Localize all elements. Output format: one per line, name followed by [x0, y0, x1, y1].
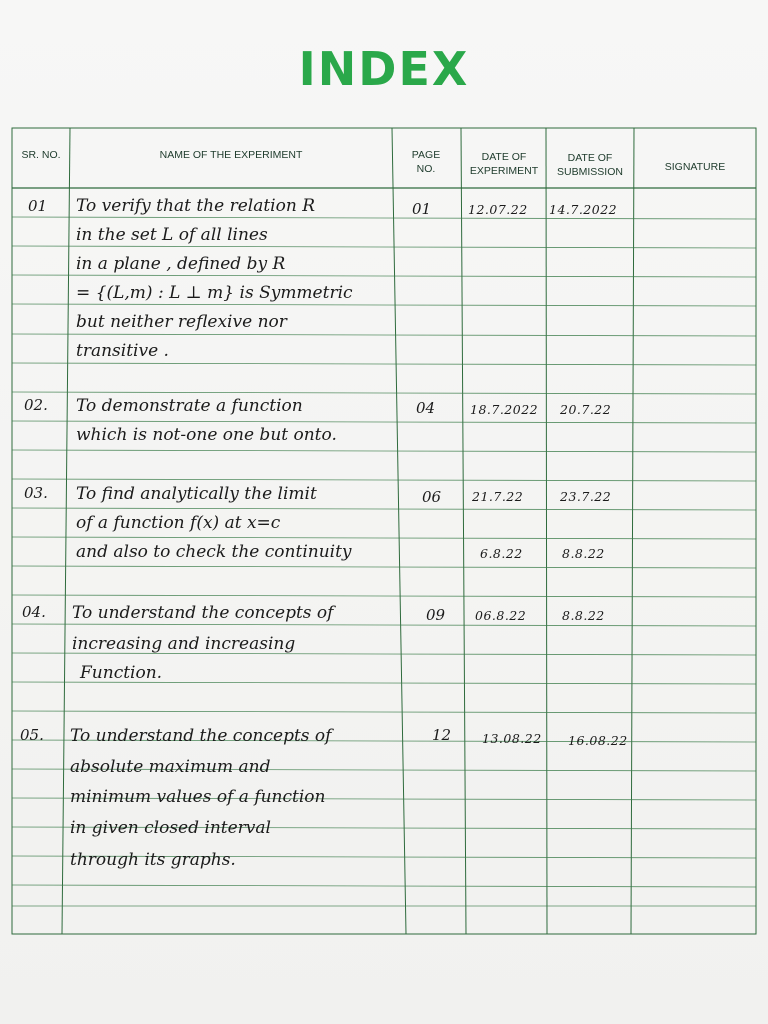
date-of-submission: 16.08.22 [568, 733, 628, 748]
experiment-line: absolute maximum and [70, 757, 271, 777]
header-sr-no: SR. NO. [21, 149, 61, 161]
date-of-submission-2: 8.8.22 [562, 546, 605, 561]
experiment-line: Function. [80, 663, 163, 683]
experiment-line: but neither reflexive nor [76, 312, 287, 332]
experiment-line: in a plane , defined by R [76, 254, 286, 274]
sr-number: 03. [24, 484, 48, 502]
header-page-no: PAGE NO. [411, 149, 441, 175]
header-name: NAME OF THE EXPERIMENT [159, 149, 303, 161]
date-of-experiment: 06.8.22 [475, 608, 527, 623]
date-of-experiment: 12.07.22 [468, 202, 528, 217]
experiment-line: To understand the concepts of [72, 603, 334, 623]
experiment-line: through its graphs. [70, 850, 236, 870]
header-date-submission: DATE OF SUBMISSION [557, 152, 623, 178]
date-of-submission: 23.7.22 [560, 489, 612, 504]
sr-number: 02. [24, 396, 48, 414]
date-of-experiment: 18.7.2022 [470, 402, 539, 417]
experiment-line: increasing and increasing [72, 634, 296, 654]
header-signature: SIGNATURE [664, 161, 726, 173]
page-number: 06 [422, 488, 442, 506]
experiment-line: To understand the concepts of [70, 726, 332, 746]
sr-number: 05. [20, 726, 44, 744]
date-of-submission: 14.7.2022 [549, 202, 618, 217]
page-title: INDEX [298, 42, 470, 96]
experiment-line: To find analytically the limit [76, 484, 317, 504]
page-number: 09 [426, 606, 446, 624]
experiment-line: which is not-one one but onto. [76, 425, 337, 445]
experiment-line: in given closed interval [70, 818, 271, 838]
date-of-submission: 8.8.22 [562, 608, 605, 623]
experiment-line: transitive . [76, 341, 169, 361]
date-of-submission: 20.7.22 [560, 402, 612, 417]
page-number: 12 [432, 726, 452, 744]
page-number: 01 [412, 200, 432, 218]
experiment-line: and also to check the continuity [76, 542, 352, 562]
date-of-experiment: 21.7.22 [472, 489, 524, 504]
experiment-line: To demonstrate a function [76, 396, 303, 416]
experiment-line: minimum values of a function [70, 787, 326, 807]
sr-number: 04. [22, 603, 46, 621]
date-of-experiment: 13.08.22 [482, 731, 542, 746]
experiment-line: in the set L of all lines [76, 225, 268, 245]
experiment-line: of a function f(x) at x=c [76, 513, 281, 533]
experiment-line: To verify that the relation R [76, 196, 315, 216]
date-of-experiment-2: 6.8.22 [480, 546, 523, 561]
sr-number: 01 [28, 197, 48, 215]
header-date-experiment: DATE OF EXPERIMENT [469, 151, 539, 177]
experiment-line: = {(L,m) : L ⊥ m} is Symmetric [76, 283, 353, 303]
page-number: 04 [416, 399, 436, 417]
